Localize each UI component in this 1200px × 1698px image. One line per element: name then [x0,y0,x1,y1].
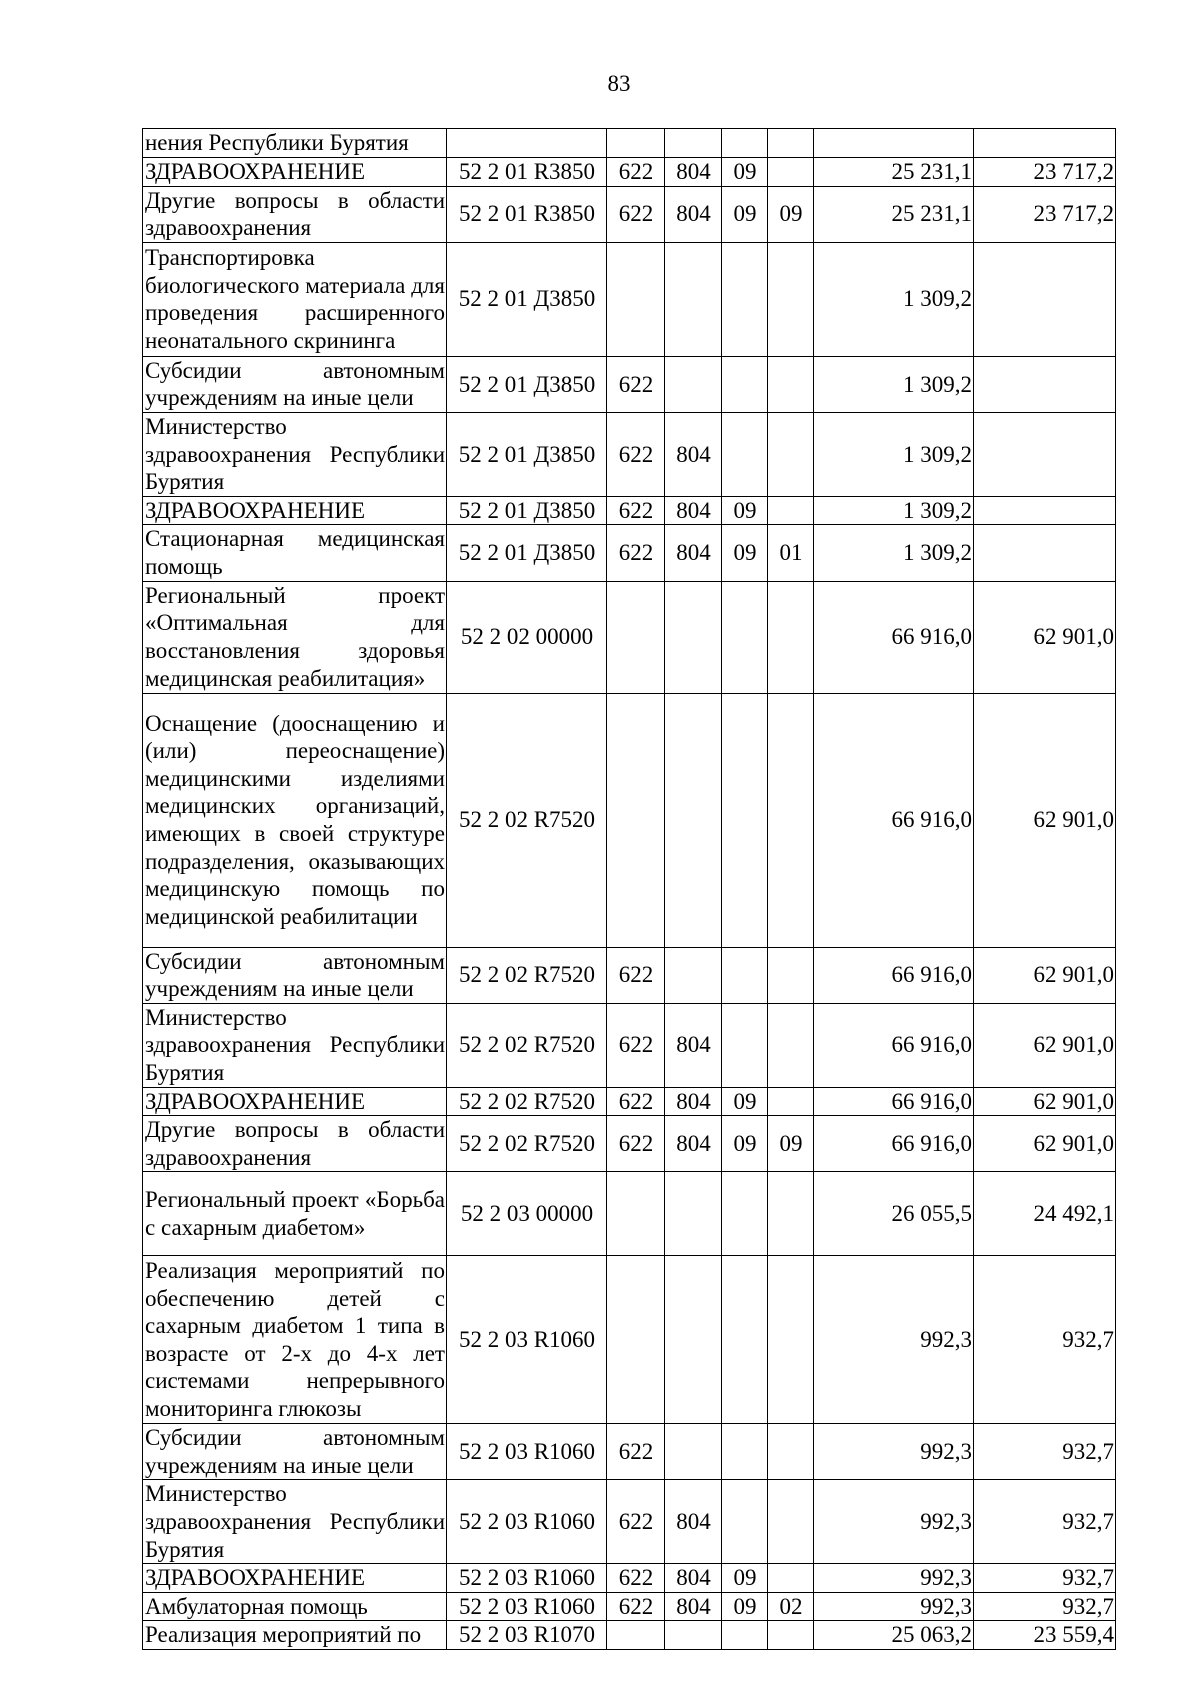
table-row [143,1116,1116,1172]
row-name: Региональный проект «Борьба с сахарным диабетом» [143,1172,447,1256]
table-row [143,1621,1116,1650]
row-ministry-code: 804 [665,1003,722,1087]
row-amount-year1: 25 231,1 [814,186,974,242]
row-amount-year1: 1 309,2 [814,242,974,356]
row-ministry-code: 804 [665,1592,722,1621]
row-ministry-code [665,1256,722,1424]
table-row [143,1564,1116,1593]
row-name: Субсидии автономным учреждениям на иные цели [143,1424,447,1480]
row-section [722,1003,768,1087]
row-name: ЗДРАВООХРАНЕНИЕ [143,1087,447,1116]
row-ministry-code: 804 [665,1116,722,1172]
table-row [143,1003,1116,1087]
row-code: 52 2 03 R1060 [447,1480,607,1564]
row-expense-type: 622 [607,1564,665,1593]
row-amount-year2: 62 901,0 [974,1003,1116,1087]
row-code: 52 2 03 R1060 [447,1424,607,1480]
row-expense-type: 622 [607,1003,665,1087]
row-section [722,693,768,947]
table-row [143,356,1116,412]
row-code: 52 2 03 R1060 [447,1564,607,1593]
row-amount-year2: 62 901,0 [974,693,1116,947]
row-subsection [768,1480,814,1564]
row-section: 09 [722,1116,768,1172]
row-name: нения Республики Бурятия [143,129,447,158]
row-section [722,1172,768,1256]
row-name: Оснащение (дооснащению и (или) переоснащение) медицинскими изделиями медицинских организаций, имеющих в своей структуре подразделения, оказывающих медицинскую помощь по медицинской реабилитации [143,693,447,947]
row-amount-year1: 992,3 [814,1592,974,1621]
row-expense-type [607,693,665,947]
row-expense-type: 622 [607,356,665,412]
row-amount-year2 [974,496,1116,525]
row-section [722,242,768,356]
row-subsection: 09 [768,186,814,242]
table-row [143,1424,1116,1480]
row-subsection [768,947,814,1003]
row-section: 09 [722,1564,768,1593]
row-code: 52 2 03 R1060 [447,1592,607,1621]
row-subsection [768,1003,814,1087]
row-name: Транспортировка биологического материала для проведения расширенного неонатального скрининга [143,242,447,356]
row-subsection [768,1564,814,1593]
table-row [143,1087,1116,1116]
row-name: Субсидии автономным учреждениям на иные цели [143,356,447,412]
table-row [143,1172,1116,1256]
row-name: Стационарная медицинская помощь [143,525,447,581]
row-subsection [768,356,814,412]
row-ministry-code: 804 [665,1087,722,1116]
row-code: 52 2 01 R3850 [447,186,607,242]
row-amount-year1: 66 916,0 [814,1087,974,1116]
row-amount-year2 [974,412,1116,496]
row-subsection [768,581,814,693]
row-amount-year1: 25 231,1 [814,157,974,186]
row-amount-year2: 932,7 [974,1480,1116,1564]
row-subsection [768,242,814,356]
row-amount-year1: 66 916,0 [814,693,974,947]
row-amount-year1: 66 916,0 [814,581,974,693]
row-ministry-code [665,129,722,158]
row-ministry-code [665,693,722,947]
row-section [722,356,768,412]
row-expense-type: 622 [607,186,665,242]
row-code: 52 2 02 R7520 [447,947,607,1003]
page-number: 83 [607,71,631,96]
row-code [447,129,607,158]
table-row [143,693,1116,947]
row-subsection [768,1424,814,1480]
row-code: 52 2 03 00000 [447,1172,607,1256]
row-ministry-code: 804 [665,1480,722,1564]
table-row [143,186,1116,242]
table-row [143,412,1116,496]
row-expense-type: 622 [607,1116,665,1172]
row-expense-type [607,1172,665,1256]
row-section [722,1480,768,1564]
row-name: ЗДРАВООХРАНЕНИЕ [143,496,447,525]
row-name: Министерство здравоохранения Республики Бурятия [143,1003,447,1087]
row-amount-year1 [814,129,974,158]
row-section [722,581,768,693]
row-amount-year1: 992,3 [814,1564,974,1593]
row-amount-year2: 24 492,1 [974,1172,1116,1256]
row-name: Амбулаторная помощь [143,1592,447,1621]
row-amount-year1: 992,3 [814,1256,974,1424]
row-amount-year2: 932,7 [974,1424,1116,1480]
row-section: 09 [722,186,768,242]
row-amount-year1: 1 309,2 [814,356,974,412]
row-section: 09 [722,1592,768,1621]
row-subsection: 01 [768,525,814,581]
row-code: 52 2 03 R1060 [447,1256,607,1424]
row-section [722,947,768,1003]
table-row [143,1480,1116,1564]
row-subsection [768,1172,814,1256]
row-subsection [768,157,814,186]
row-subsection [768,693,814,947]
row-code: 52 2 01 Д3850 [447,496,607,525]
row-code: 52 2 02 00000 [447,581,607,693]
row-amount-year2 [974,525,1116,581]
row-amount-year1: 1 309,2 [814,412,974,496]
row-expense-type [607,1621,665,1650]
row-amount-year2: 23 717,2 [974,157,1116,186]
table-row [143,129,1116,158]
row-subsection: 02 [768,1592,814,1621]
row-expense-type: 622 [607,1592,665,1621]
row-expense-type [607,129,665,158]
table-row [143,157,1116,186]
row-amount-year1: 992,3 [814,1480,974,1564]
row-expense-type: 622 [607,1424,665,1480]
row-ministry-code: 804 [665,1564,722,1593]
row-amount-year2: 932,7 [974,1592,1116,1621]
row-ministry-code: 804 [665,186,722,242]
row-subsection [768,1256,814,1424]
row-section [722,129,768,158]
budget-table [142,128,1116,1650]
row-expense-type [607,242,665,356]
row-ministry-code: 804 [665,157,722,186]
row-amount-year2: 23 717,2 [974,186,1116,242]
row-ministry-code [665,1172,722,1256]
row-code: 52 2 01 Д3850 [447,412,607,496]
row-section [722,1621,768,1650]
row-expense-type: 622 [607,412,665,496]
row-section: 09 [722,1087,768,1116]
row-ministry-code [665,1424,722,1480]
row-name: ЗДРАВООХРАНЕНИЕ [143,1564,447,1593]
row-amount-year2: 62 901,0 [974,1087,1116,1116]
table-row [143,947,1116,1003]
row-ministry-code [665,581,722,693]
row-amount-year1: 66 916,0 [814,1116,974,1172]
row-ministry-code [665,947,722,1003]
row-name: Реализация мероприятий по [143,1621,447,1650]
row-ministry-code: 804 [665,525,722,581]
row-ministry-code [665,356,722,412]
row-code: 52 2 02 R7520 [447,693,607,947]
row-expense-type: 622 [607,496,665,525]
row-section: 09 [722,157,768,186]
row-expense-type: 622 [607,157,665,186]
row-name: Другие вопросы в области здравоохранения [143,1116,447,1172]
row-amount-year2 [974,129,1116,158]
row-code: 52 2 01 Д3850 [447,525,607,581]
row-code: 52 2 03 R1070 [447,1621,607,1650]
row-name: Министерство здравоохранения Республики Бурятия [143,1480,447,1564]
row-code: 52 2 02 R7520 [447,1087,607,1116]
row-amount-year1: 1 309,2 [814,525,974,581]
row-amount-year2: 62 901,0 [974,1116,1116,1172]
row-name: Другие вопросы в области здравоохранения [143,186,447,242]
row-section [722,1256,768,1424]
row-subsection [768,129,814,158]
row-amount-year2 [974,356,1116,412]
row-amount-year1: 66 916,0 [814,1003,974,1087]
row-code: 52 2 01 Д3850 [447,356,607,412]
row-subsection [768,1087,814,1116]
row-code: 52 2 01 Д3850 [447,242,607,356]
row-expense-type: 622 [607,947,665,1003]
row-section [722,412,768,496]
row-ministry-code [665,242,722,356]
row-amount-year2: 62 901,0 [974,947,1116,1003]
row-amount-year1: 1 309,2 [814,496,974,525]
table-row [143,1256,1116,1424]
row-amount-year1: 66 916,0 [814,947,974,1003]
row-section: 09 [722,525,768,581]
row-subsection [768,1621,814,1650]
row-name: Региональный проект «Оптимальная для восстановления здоровья медицинская реабилитация» [143,581,447,693]
table-row [143,581,1116,693]
row-amount-year2: 62 901,0 [974,581,1116,693]
row-name: Министерство здравоохранения Республики Бурятия [143,412,447,496]
row-expense-type [607,581,665,693]
row-code: 52 2 01 R3850 [447,157,607,186]
row-code: 52 2 02 R7520 [447,1003,607,1087]
row-expense-type: 622 [607,1087,665,1116]
table-row [143,525,1116,581]
row-section: 09 [722,496,768,525]
row-amount-year2: 23 559,4 [974,1621,1116,1650]
row-ministry-code: 804 [665,412,722,496]
row-amount-year2: 932,7 [974,1564,1116,1593]
row-amount-year1: 992,3 [814,1424,974,1480]
row-subsection [768,412,814,496]
table-body [143,129,1116,1650]
row-amount-year2: 932,7 [974,1256,1116,1424]
row-expense-type [607,1256,665,1424]
row-name: ЗДРАВООХРАНЕНИЕ [143,157,447,186]
row-amount-year1: 25 063,2 [814,1621,974,1650]
row-name: Реализация мероприятий по обеспечению детей с сахарным диабетом 1 типа в возрасте от 2-х до 4-х лет системами непрерывного мониторинга глюкозы [143,1256,447,1424]
row-subsection: 09 [768,1116,814,1172]
table-row [143,242,1116,356]
row-ministry-code: 804 [665,496,722,525]
row-code: 52 2 02 R7520 [447,1116,607,1172]
row-subsection [768,496,814,525]
table-row [143,496,1116,525]
row-name: Субсидии автономным учреждениям на иные цели [143,947,447,1003]
row-expense-type: 622 [607,525,665,581]
row-section [722,1424,768,1480]
row-expense-type: 622 [607,1480,665,1564]
row-amount-year1: 26 055,5 [814,1172,974,1256]
row-amount-year2 [974,242,1116,356]
table-row [143,1592,1116,1621]
row-ministry-code [665,1621,722,1650]
